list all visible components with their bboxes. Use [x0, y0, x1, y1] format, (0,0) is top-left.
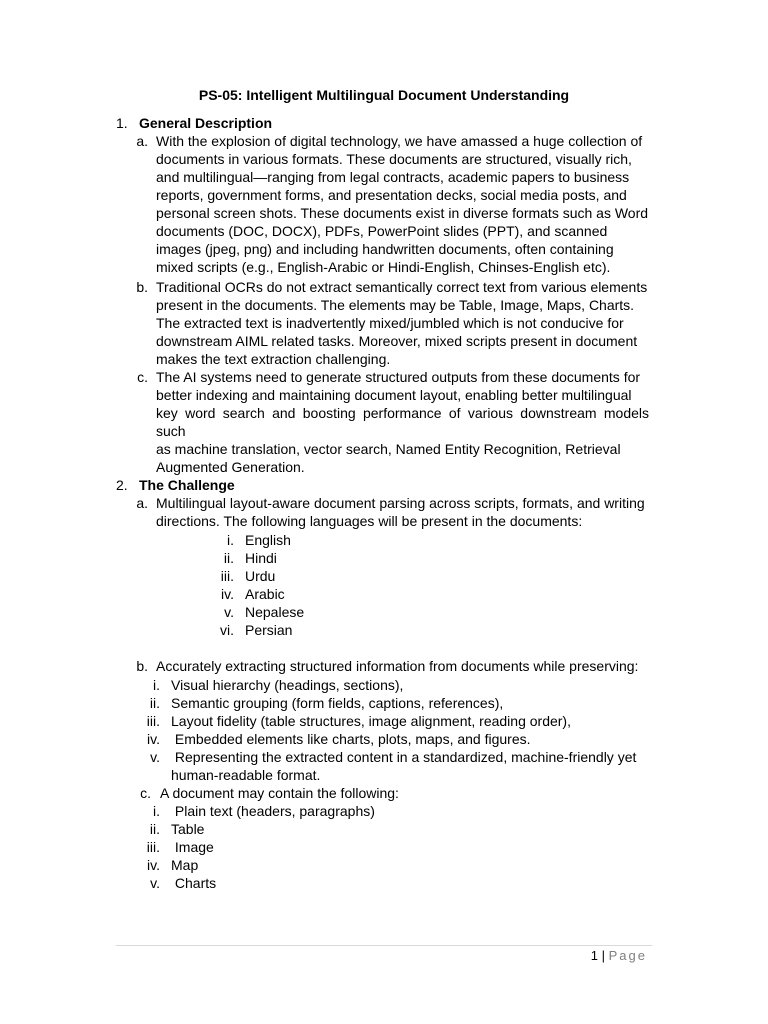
list-marker: ii. — [149, 695, 160, 711]
paragraph-1c — [156, 368, 649, 476]
text-line: documents (DOC, DOCX), PDFs, PowerPoint slides (PPT), and scanned — [156, 223, 608, 239]
page-label: Page — [608, 948, 647, 963]
language-item: Arabic — [245, 586, 285, 602]
list-marker: iii. — [146, 839, 160, 855]
list-marker: c. — [137, 369, 148, 385]
text-line: directions. The following languages will be present in the documents: — [156, 513, 583, 529]
text-line: images (jpeg, png) and including handwritten documents, often containing — [156, 241, 614, 257]
text-line: present in the documents. The elements may be Table, Image, Maps, Charts. — [156, 297, 635, 313]
list-marker: v. — [150, 749, 160, 765]
text-line: as machine translation, vector search, Named Entity Recognition, Retrieval — [156, 441, 621, 457]
text-line: reports, government forms, and presentation decks, social media posts, and — [156, 187, 627, 203]
text-line: Traditional OCRs do not extract semantically correct text from various elements — [156, 279, 648, 295]
language-item: Urdu — [245, 568, 276, 584]
language-item: Nepalese — [245, 604, 305, 620]
list-marker: b. — [136, 658, 148, 674]
page-number: 1 — [590, 948, 598, 963]
text-line: Multilingual layout-aware document parsing across scripts, formats, and writing — [156, 495, 645, 511]
text-line: mixed scripts (e.g., English-Arabic or Hindi-English, Chinses-English etc). — [156, 259, 611, 275]
list-marker: iv. — [147, 731, 160, 747]
list-marker: ii. — [149, 821, 160, 837]
paragraph-2b: Accurately extracting structured information from documents while preserving: — [156, 658, 639, 674]
section-1-number: 1. — [116, 115, 128, 131]
preserve-item: Semantic grouping (form fields, captions, references), — [171, 695, 504, 711]
list-marker: b. — [136, 279, 148, 295]
list-marker: vi. — [220, 622, 234, 638]
preserve-item — [171, 748, 649, 784]
text-line: better indexing and maintaining document layout, enabling better multilingual — [156, 387, 632, 403]
list-marker: iv. — [147, 857, 160, 873]
preserve-item: Visual hierarchy (headings, sections), — [171, 677, 404, 693]
section-1-heading: General Description — [139, 115, 273, 131]
paragraph-1a — [156, 132, 649, 276]
language-item: Hindi — [245, 550, 277, 566]
text-line: With the explosion of digital technology, we have amassed a huge collection of — [156, 133, 643, 149]
content-item: Map — [171, 857, 199, 873]
list-marker: ii. — [223, 550, 234, 566]
text-line: and multilingual—ranging from legal contracts, academic papers to business — [156, 169, 630, 185]
text-line: Representing the extracted content in a standardized, machine-friendly yet — [171, 749, 637, 765]
section-2-heading: The Challenge — [139, 477, 235, 493]
language-item: Persian — [245, 622, 293, 638]
text-line: personal screen shots. These documents exist in diverse formats such as Word — [156, 205, 649, 221]
text-line: The extracted text is inadvertently mixed/jumbled which is not conducive for — [156, 315, 624, 331]
language-item: English — [245, 532, 291, 548]
list-marker: v. — [150, 875, 160, 891]
list-marker: a. — [136, 495, 148, 511]
list-marker: c. — [140, 785, 151, 801]
content-item: Image — [171, 839, 214, 855]
paragraph-2a — [156, 494, 649, 530]
list-marker: iii. — [220, 568, 234, 584]
list-marker: iii. — [146, 713, 160, 729]
list-marker: v. — [224, 604, 234, 620]
text-line: makes the text extraction challenging. — [156, 351, 391, 367]
footer-divider — [116, 945, 652, 946]
list-marker: i. — [227, 532, 234, 548]
list-marker: i. — [153, 803, 160, 819]
preserve-item: Layout fidelity (table structures, image alignment, reading order), — [171, 713, 571, 729]
page-footer — [591, 947, 647, 965]
page-separator: | — [601, 948, 605, 963]
text-line: Augmented Generation. — [156, 459, 305, 475]
text-line: key word search and boosting performance of various downstream models such — [156, 405, 649, 439]
list-marker: i. — [153, 677, 160, 693]
text-line: downstream AIML related tasks. Moreover, mixed scripts present in document — [156, 333, 638, 349]
text-line: human-readable format. — [171, 767, 321, 783]
preserve-item: Embedded elements like charts, plots, maps, and figures. — [171, 731, 531, 747]
content-item: Table — [171, 821, 205, 837]
text-line: documents in various formats. These documents are structured, visually rich, — [156, 151, 632, 167]
list-marker: a. — [136, 133, 148, 149]
paragraph-1b — [156, 278, 649, 368]
section-2-number: 2. — [116, 477, 128, 493]
document-title: PS-05: Intelligent Multilingual Document Understanding — [198, 87, 570, 103]
content-item: Charts — [171, 875, 217, 891]
list-marker: iv. — [221, 586, 234, 602]
content-item: Plain text (headers, paragraphs) — [171, 803, 375, 819]
text-line: The AI systems need to generate structured outputs from these documents for — [156, 369, 641, 385]
paragraph-2c: A document may contain the following: — [160, 785, 399, 801]
